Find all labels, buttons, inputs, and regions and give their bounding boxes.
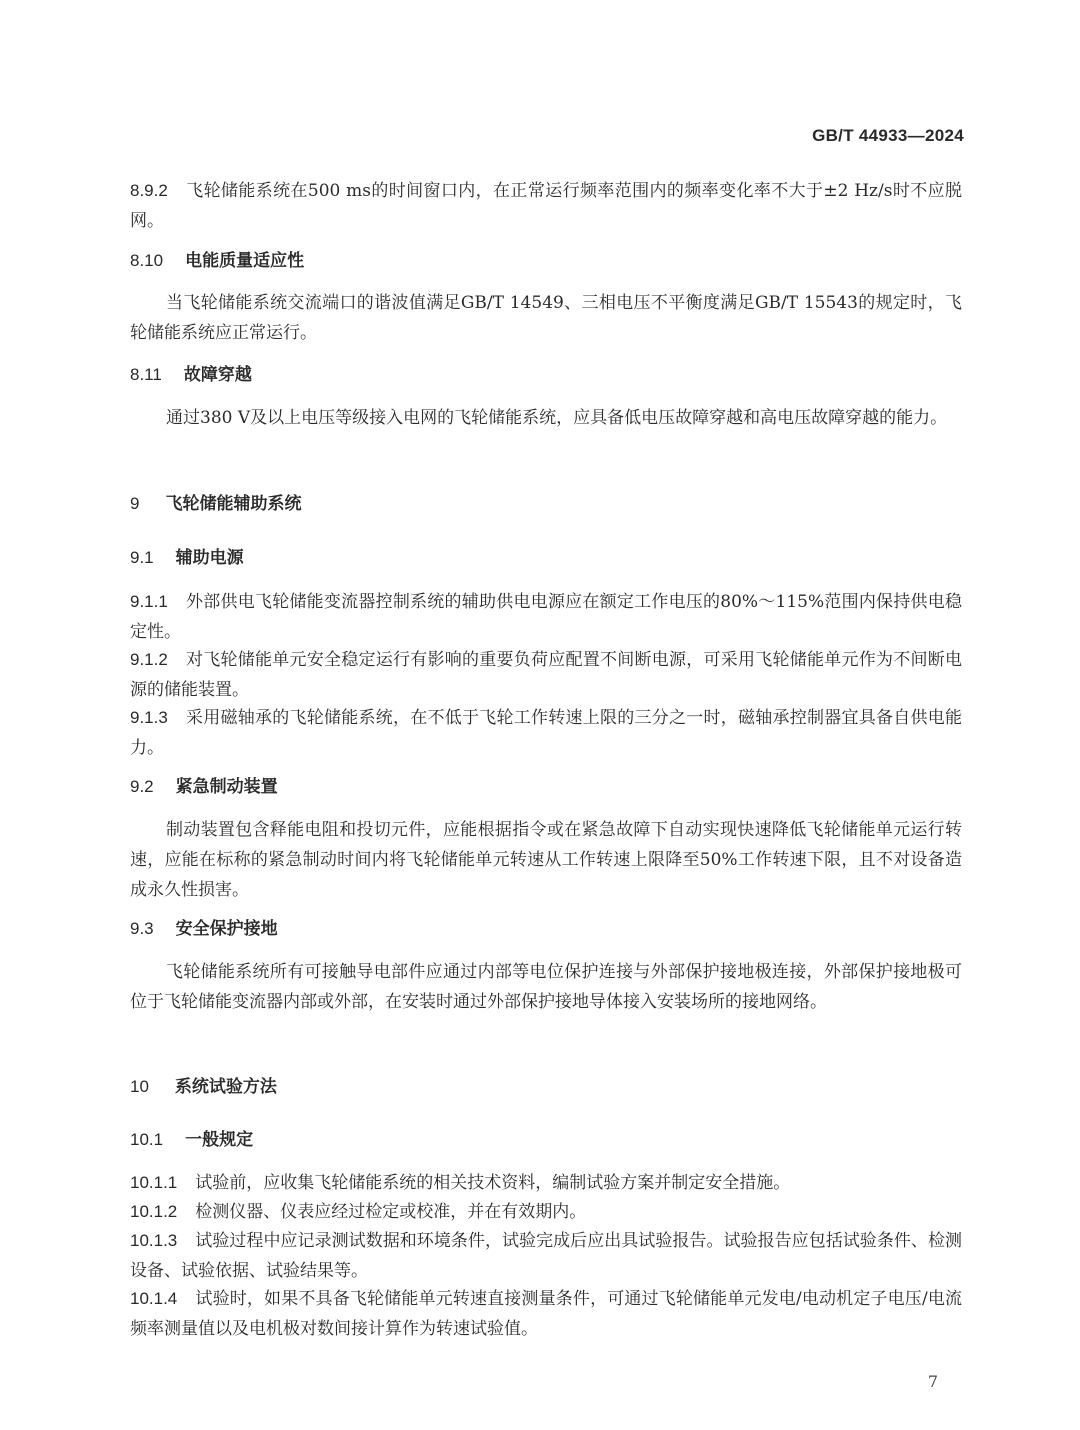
clause-text: 试验时，如果不具备飞轮储能单元转速直接测量条件，可通过飞轮储能单元发电/电动机定子电压/电流频率测量值以及电机极对数间接计算作为转速试验值。 <box>130 1289 962 1339</box>
section-title: 电能质量适应性 <box>185 251 305 271</box>
section-title: 安全保护接地 <box>175 919 278 939</box>
section-title: 一般规定 <box>185 1130 254 1150</box>
clause-9-1-2 <box>130 645 962 705</box>
chapter-heading-10 <box>130 1072 962 1102</box>
chapter-heading-9 <box>130 489 962 519</box>
clause-number: 10.1.2 <box>130 1202 178 1221</box>
section-number: 9.1 <box>130 548 154 567</box>
paragraph-9-2: 制动装置包含释能电阻和投切元件，应能根据指令或在紧急故障下自动实现快速降低飞轮储能单元运行转速，应能在标称的紧急制动时间内将飞轮储能单元转速从工作转速上限降至50%工作转速下限，且不对设备造成永久性损害。 <box>130 820 962 900</box>
clause-text: 对飞轮储能单元安全稳定运行有影响的重要负荷应配置不间断电源，可采用飞轮储能单元作为不间断电源的储能装置。 <box>130 650 962 700</box>
clause-number: 10.1.1 <box>130 1173 178 1192</box>
clause-9-1-1 <box>130 587 962 647</box>
chapter-number: 9 <box>130 494 140 513</box>
section-heading-9-1 <box>130 543 962 573</box>
section-title: 故障穿越 <box>183 365 252 385</box>
clause-number: 9.1.1 <box>130 592 168 611</box>
clause-8-9-2 <box>130 176 962 236</box>
clause-text: 试验前，应收集飞轮储能系统的相关技术资料，编制试验方案并制定安全措施。 <box>195 1173 791 1193</box>
clause-number: 10.1.4 <box>130 1289 178 1308</box>
section-title: 紧急制动装置 <box>175 777 278 797</box>
clause-number: 9.1.2 <box>130 650 168 669</box>
clause-text: 采用磁轴承的飞轮储能系统，在不低于飞轮工作转速上限的三分之一时，磁轴承控制器宜具备自供电能力。 <box>130 708 962 758</box>
clause-number: 10.1.3 <box>130 1231 178 1250</box>
clause-10-1-2 <box>130 1197 962 1227</box>
section-heading-9-3 <box>130 914 962 944</box>
chapter-title: 系统试验方法 <box>174 1077 277 1097</box>
clause-text: 外部供电飞轮储能变流器控制系统的辅助供电电源应在额定工作电压的80%～115%范围内保持供电稳定性。 <box>130 592 962 642</box>
section-number: 9.2 <box>130 777 154 796</box>
clause-text: 试验过程中应记录测试数据和环境条件，试验完成后应出具试验报告。试验报告应包括试验条件、检测设备、试验依据、试验结果等。 <box>130 1231 962 1281</box>
section-number: 8.10 <box>130 251 164 270</box>
clause-number: 9.1.3 <box>130 708 168 727</box>
section-heading-8-10 <box>130 246 962 276</box>
section-heading-10-1 <box>130 1125 962 1155</box>
clause-10-1-1 <box>130 1168 962 1198</box>
paragraph-8-10: 当飞轮储能系统交流端口的谐波值满足GB/T 14549、三相电压不平衡度满足GB/T 15543的规定时，飞轮储能系统应正常运行。 <box>130 293 962 343</box>
section-number: 8.11 <box>130 365 162 384</box>
section-heading-8-11 <box>130 360 962 390</box>
section-title: 辅助电源 <box>175 548 244 568</box>
paragraph-9-3: 飞轮储能系统所有可接触导电部件应通过内部等电位保护连接与外部保护接地极连接，外部保护接地极可位于飞轮储能变流器内部或外部，在安装时通过外部保护接地导体接入安装场所的接地网络。 <box>130 962 962 1012</box>
section-number: 9.3 <box>130 919 154 938</box>
clause-text: 飞轮储能系统在500 ms的时间窗口内，在正常运行频率范围内的频率变化率不大于±2 Hz/s时不应脱网。 <box>130 181 962 231</box>
chapter-number: 10 <box>130 1077 149 1096</box>
standard-code: GB/T 44933—2024 <box>812 126 964 145</box>
paragraph-8-11: 通过380 V及以上电压等级接入电网的飞轮储能系统，应具备低电压故障穿越和高电压故障穿越的能力。 <box>166 408 948 428</box>
page-number: 7 <box>927 1372 938 1391</box>
clause-9-1-3 <box>130 703 962 763</box>
section-heading-9-2 <box>130 772 962 802</box>
clause-10-1-4 <box>130 1284 962 1344</box>
chapter-title: 飞轮储能辅助系统 <box>165 494 302 514</box>
clause-10-1-3 <box>130 1226 962 1286</box>
clause-number: 8.9.2 <box>130 181 168 200</box>
clause-text: 检测仪器、仪表应经过检定或校准，并在有效期内。 <box>195 1202 587 1222</box>
section-number: 10.1 <box>130 1130 164 1149</box>
